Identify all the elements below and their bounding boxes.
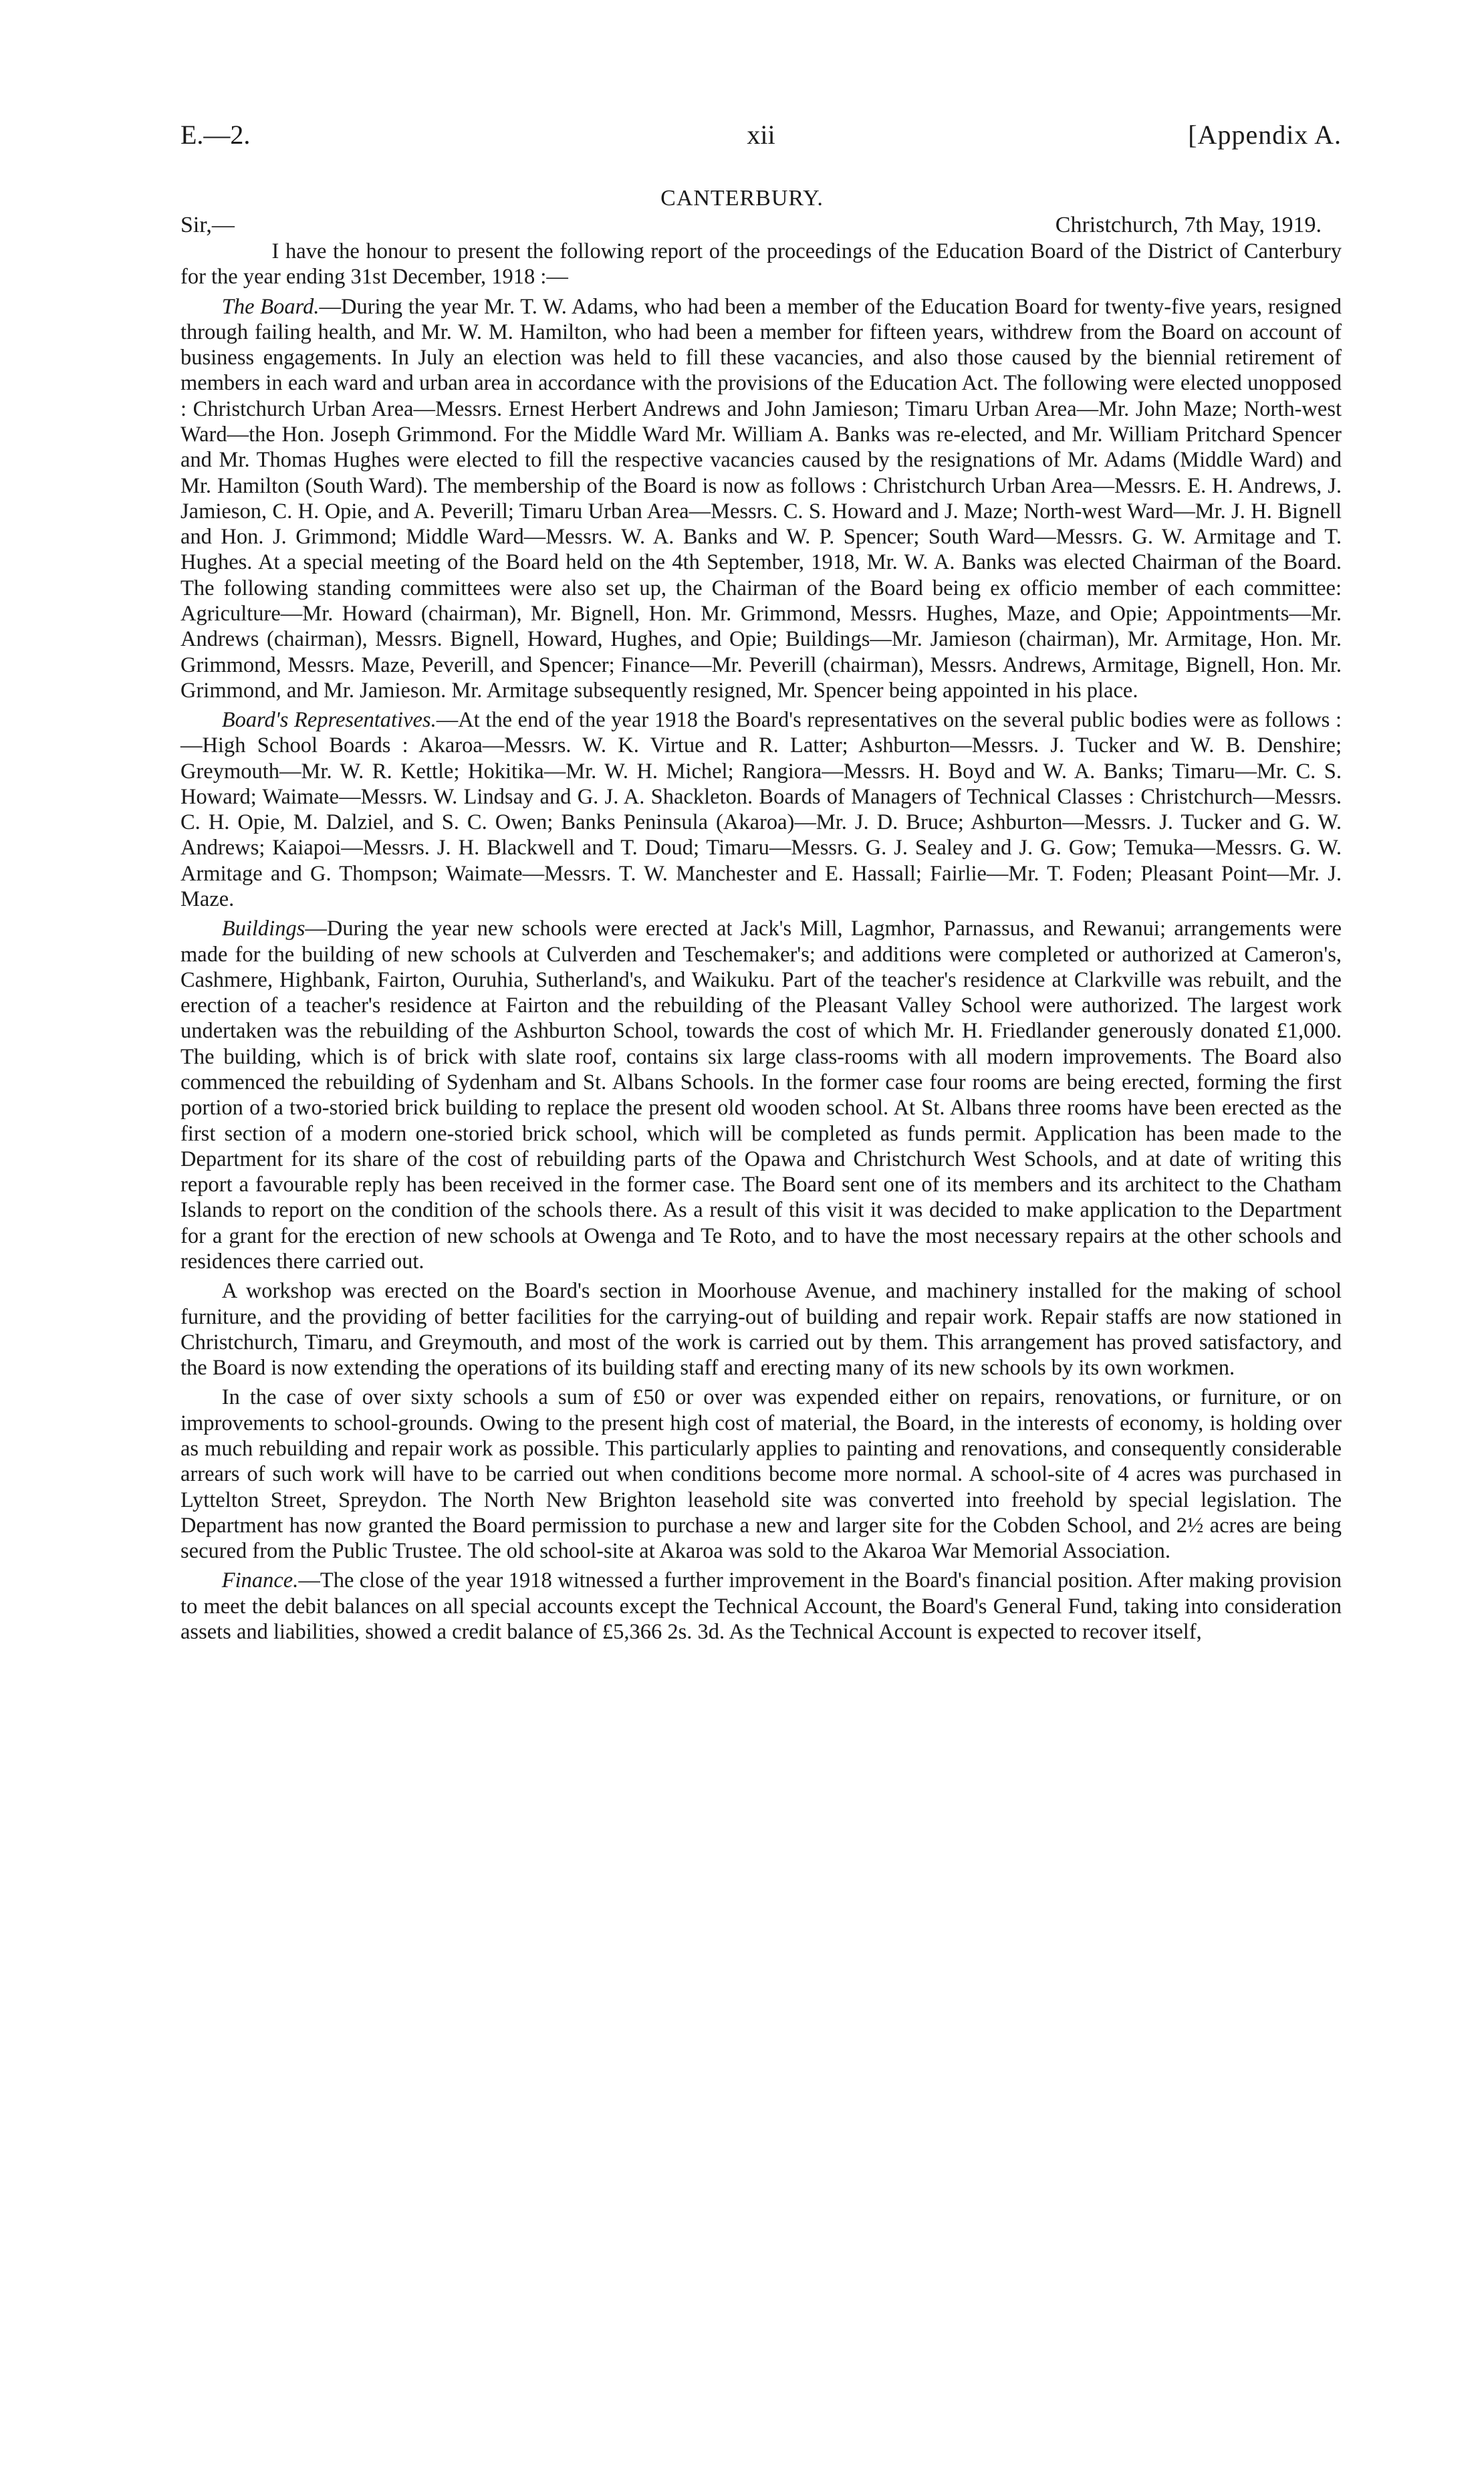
paragraph <box>180 916 1342 1274</box>
appendix-label: [Appendix A. <box>1188 120 1342 150</box>
paragraph-text: A workshop was erected on the Board's section in Moorhouse Avenue, and machinery installed for the making of school furniture, and the providing of better facilities for the carrying-out of building and repair work. Repair staffs are now stationed in Christchurch, Timaru, and Greymouth, and most of the work is carried out by them. This arrangement has proved satisfactory, and the Board is now extending the operations of its building staff and erecting many of its new schools by its own workmen. <box>180 1279 1342 1381</box>
paragraph-heading: The Board. <box>221 294 320 319</box>
paragraph-heading: Finance. <box>221 1568 299 1593</box>
page-number: xii <box>747 120 775 150</box>
dateline: Christchurch, 7th May, 1919. <box>1055 213 1322 237</box>
paragraph-text: —During the year new schools were erected at Jack's Mill, Lagmhor, Parnassus, and Rewanui; arrangements were made for the building of new schools at Culverden and Teschemaker's; and additions were completed or authorized at Cameron's, Cashmere, Highbank, Fairton, Ouruhia, Sutherland's, and Waikuku. Part of the teacher's residence at Clarkville was rebuilt, and the erection of a teacher's residence at Fairton and the rebuilding of the Pleasant Valley School were authorized. The largest work undertaken was the rebuilding of the Ashburton School, towards the cost of which Mr. H. Friedlander generously donated £1,000. The building, which is of brick with slate roof, contains six large class-rooms with all modern improvements. The Board also commenced the rebuilding of Sydenham and St. Albans Schools. In the former case four rooms are being erected, forming the first portion of a two-storied brick building to replace the present old wooden school. At St. Albans three rooms have been erected as the first section of a modern one-storied brick school, which will be completed as funds permit. Application has been made to the Department for its share of the cost of rebuilding parts of the Opawa and Christchurch West Schools, and at date of writing this report a favourable reply has been received in the former case. The Board sent one of its members and its architect to the Chatham Islands to report on the condition of the schools there. As a result of this visit it was decided to make application to the Department for a grant for the erection of new schools at Owenga and Te Roto, and to have the most necessary repairs at the other schools and residences there carried out. <box>180 917 1342 1274</box>
paragraph <box>180 707 1342 912</box>
paragraph-text: —During the year Mr. T. W. Adams, who had been a member of the Education Board for twenty-five years, resigned through failing health, and Mr. W. M. Hamilton, who had been a member for fifteen years, withdrew from the Board on account of business engagements. In July an election was held to fill these vacancies, and also those caused by the biennial retirement of members in each ward and urban area in accordance with the provisions of the Education Act. The following were elected unopposed : Christchurch Urban Area—Messrs. Ernest Herbert Andrews and John Jamieson; Timaru Urban Area—Mr. John Maze; North-west Ward—the Hon. Joseph Grimmond. For the Middle Ward Mr. William A. Banks was re-elected, and Mr. William Pritchard Spencer and Mr. Thomas Hughes were elected to fill the respective vacancies caused by the resignations of Mr. Adams (Middle Ward) and Mr. Hamilton (South Ward). The membership of the Board is now as follows : Christchurch Urban Area—Messrs. E. H. Andrews, J. Jamieson, C. H. Opie, and A. Peverill; Timaru Urban Area—Messrs. C. S. Howard and J. Maze; North-west Ward—Mr. J. H. Bignell and Hon. J. Grimmond; Middle Ward—Messrs. W. A. Banks and W. P. Spencer; South Ward—Messrs. G. W. Armitage and T. Hughes. At a special meeting of the Board held on the 4th September, 1918, Mr. W. A. Banks was elected Chairman of the Board. The following standing committees were also set up, the Chairman of the Board being ex officio member of each committee: Agriculture—Mr. Howard (chairman), Mr. Bignell, Hon. Mr. Grimmond, Messrs. Hughes, Maze, and Opie; Appointments—Mr. Andrews (chairman), Messrs. Bignell, Howard, Hughes, and Opie; Buildings—Mr. Jamieson (chairman), Mr. Armitage, Hon. Mr. Grimmond, Messrs. Maze, Peverill, and Spencer; Finance—Mr. Peverill (chairman), Messrs. Andrews, Armitage, Bignell, Hon. Mr. Grimmond, and Mr. Jamieson. Mr. Armitage subsequently resigned, Mr. Spencer being appointed in his place. <box>180 294 1342 703</box>
paragraph-text: I have the honour to present the following report of the proceedings of the Education Board of the District of Canterbury for the year ending 31st December, 1918 :— <box>180 239 1342 289</box>
report-body <box>180 239 1342 1649</box>
section-title: CANTERBURY. <box>660 186 824 211</box>
paragraph-text: —At the end of the year 1918 the Board's representatives on the several public bodies were as follows :—High School Boards : Akaroa—Messrs. W. K. Virtue and R. Latter; Ashburton—Messrs. J. Tucker and W. B. Denshire; Greymouth—Mr. W. R. Kettle; Hokitika—Mr. W. H. Michel; Rangiora—Messrs. H. Boyd and W. A. Banks; Timaru—Mr. C. S. Howard; Waimate—Messrs. W. Lindsay and G. J. A. Shackleton. Boards of Managers of Technical Classes : Christchurch—Messrs. C. H. Opie, M. Dalziel, and S. C. Owen; Banks Peninsula (Akaroa)—Mr. J. D. Bruce; Ashburton—Messrs. J. Tucker and G. W. Andrews; Kaiapoi—Messrs. J. H. Blackwell and T. Doud; Timaru—Messrs. G. J. Sealey and J. G. Gow; Temuka—Messrs. G. W. Armitage and G. Thompson; Waimate—Messrs. T. W. Manchester and E. Hassall; Fairlie—Mr. T. Foden; Pleasant Point—Mr. J. Maze. <box>180 708 1342 912</box>
paragraph-text: In the case of over sixty schools a sum of £50 or over was expended either on repairs, renovations, or furniture, or on improvements to school-grounds. Owing to the present high cost of material, the Board, in the interests of economy, is holding over as much rebuilding and repair work as possible. This particularly applies to painting and renovations, and consequently considerable arrears of such work will have to be carried out when conditions become more normal. A school-site of 4 acres was purchased in Lyttelton Street, Spreydon. The North New Brighton leasehold site was converted into freehold by special legislation. The Department has now granted the Board permission to purchase a new and larger site for the Cobden School, and 2½ acres are being secured from the Public Trustee. The old school-site at Akaroa was sold to the Akaroa War Memorial Association. <box>180 1385 1342 1564</box>
paragraph <box>180 1385 1342 1564</box>
paragraph <box>180 239 1342 290</box>
paragraph-heading: Buildings <box>221 917 305 941</box>
page-header <box>180 119 1342 166</box>
report-code: E.—2. <box>180 120 251 150</box>
salutation: Sir,— <box>180 213 235 237</box>
paragraph-text: —The close of the year 1918 witnessed a further improvement in the Board's financial position. After making provision to meet the debit balances on all special accounts except the Technical Account, the Board's General Fund, taking into consideration assets and liabilities, showed a credit balance of £5,366 2s. 3d. As the Technical Account is expected to recover itself, <box>180 1568 1342 1644</box>
paragraph <box>180 1568 1342 1645</box>
paragraph-heading: Board's Representatives. <box>221 708 437 733</box>
paragraph <box>180 294 1342 704</box>
paragraph <box>180 1278 1342 1381</box>
